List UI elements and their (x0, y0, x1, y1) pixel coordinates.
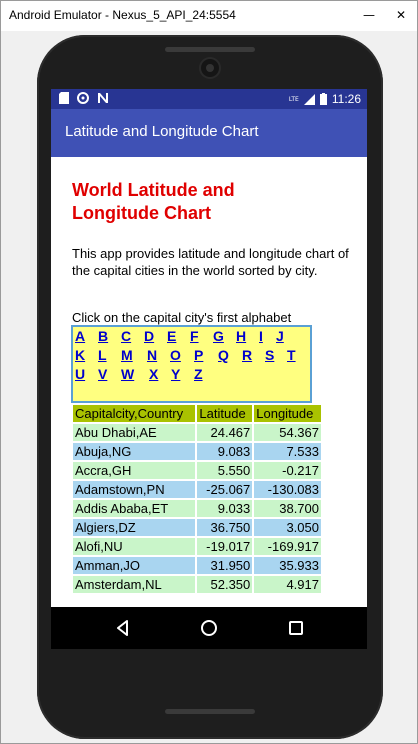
longitude-cell: 7.533 (254, 443, 321, 460)
status-time: 11:26 (331, 92, 361, 106)
table-row (73, 462, 321, 479)
signal-icon (304, 94, 315, 105)
alphabet-link[interactable]: R (242, 347, 253, 363)
latitude-cell: -19.017 (197, 538, 252, 555)
n-icon (97, 92, 109, 104)
alphabet-link[interactable]: C (121, 328, 132, 344)
app-bar (51, 109, 367, 157)
latitude-cell: 52.350 (197, 576, 252, 593)
alphabet-link[interactable]: O (170, 347, 181, 363)
sync-icon (77, 92, 89, 104)
alphabet-link[interactable]: F (190, 328, 199, 344)
alphabet-link[interactable]: J (276, 328, 284, 344)
table-header-row (73, 405, 321, 422)
table-row (73, 443, 321, 460)
city-cell: Alofi,NU (73, 538, 195, 555)
longitude-cell: -0.217 (254, 462, 321, 479)
window-titlebar[interactable] (1, 1, 417, 31)
intro-text: This app provides latitude and longitude chart of the capital cities in the world sorted by city. (72, 246, 349, 278)
alphabet-link[interactable]: P (194, 347, 204, 363)
minimize-button[interactable]: — (363, 8, 375, 22)
home-icon[interactable] (199, 618, 219, 638)
alphabet-row (75, 366, 310, 386)
alphabet-link[interactable]: N (147, 347, 158, 363)
alphabet-link[interactable]: G (213, 328, 224, 344)
alphabet-link[interactable]: L (98, 347, 107, 363)
city-cell: Abuja,NG (73, 443, 195, 460)
longitude-cell: 38.700 (254, 500, 321, 517)
table-row (73, 424, 321, 441)
longitude-cell: 54.367 (254, 424, 321, 441)
alphabet-link[interactable]: I (259, 328, 263, 344)
alphabet-link[interactable]: W (121, 366, 135, 382)
alphabet-link[interactable]: B (98, 328, 109, 344)
longitude-cell: -130.083 (254, 481, 321, 498)
alphabet-link[interactable]: K (75, 347, 86, 363)
alphabet-link[interactable]: Y (171, 366, 181, 382)
latitude-cell: 31.950 (197, 557, 252, 574)
latitude-cell: 24.467 (197, 424, 252, 441)
alphabet-link[interactable]: H (236, 328, 247, 344)
latitude-cell: 5.550 (197, 462, 252, 479)
network-type-label: LTE (288, 95, 299, 103)
webview-content[interactable] (65, 169, 351, 593)
alphabet-index (71, 325, 312, 403)
front-camera (201, 59, 219, 77)
city-cell: Amsterdam,NL (73, 576, 195, 593)
alphabet-link[interactable]: S (265, 347, 275, 363)
alphabet-row (75, 328, 310, 348)
table-row (73, 576, 321, 593)
capital-city-table (71, 403, 323, 593)
bottom-speaker (165, 709, 255, 714)
table-row (73, 557, 321, 574)
table-row (73, 500, 321, 517)
app-title: Latitude and Longitude Chart (65, 123, 259, 140)
back-icon[interactable] (113, 618, 133, 638)
alphabet-link[interactable]: U (75, 366, 86, 382)
latitude-cell: 9.033 (197, 500, 252, 517)
alphabet-instruction: Click on the capital city's first alphabet (72, 310, 292, 325)
city-cell: Abu Dhabi,AE (73, 424, 195, 441)
city-cell: Adamstown,PN (73, 481, 195, 498)
city-cell: Amman,JO (73, 557, 195, 574)
navigation-bar (51, 607, 367, 649)
latitude-cell: -25.067 (197, 481, 252, 498)
alphabet-link[interactable]: V (98, 366, 108, 382)
column-header-city: Capitalcity,Country (73, 405, 195, 422)
status-bar (51, 89, 367, 109)
alphabet-link[interactable]: A (75, 328, 86, 344)
sd-card-icon (59, 92, 69, 104)
battery-icon (320, 93, 327, 105)
alphabet-link[interactable]: Q (218, 347, 229, 363)
column-header-latitude: Latitude (197, 405, 252, 422)
city-cell: Algiers,DZ (73, 519, 195, 536)
alphabet-link[interactable]: Z (194, 366, 203, 382)
recent-apps-icon[interactable] (286, 618, 306, 638)
table-row (73, 538, 321, 555)
city-cell: Addis Ababa,ET (73, 500, 195, 517)
alphabet-link[interactable]: X (149, 366, 159, 382)
longitude-cell: 35.933 (254, 557, 321, 574)
longitude-cell: 3.050 (254, 519, 321, 536)
latitude-cell: 36.750 (197, 519, 252, 536)
column-header-longitude: Longitude (254, 405, 321, 422)
alphabet-link[interactable]: T (287, 347, 296, 363)
longitude-cell: -169.917 (254, 538, 321, 555)
close-button[interactable]: ✕ (396, 8, 407, 22)
city-cell: Accra,GH (73, 462, 195, 479)
window-title: Android Emulator - Nexus_5_API_24:5554 (9, 8, 236, 22)
table-row (73, 519, 321, 536)
latitude-cell: 9.083 (197, 443, 252, 460)
table-row (73, 481, 321, 498)
alphabet-link[interactable]: E (167, 328, 177, 344)
alphabet-row (75, 347, 310, 367)
alphabet-link[interactable]: M (121, 347, 133, 363)
page-title: World Latitude and Longitude Chart (72, 180, 235, 223)
phone-screen (51, 89, 367, 649)
earpiece-speaker (165, 43, 255, 55)
alphabet-link[interactable]: D (144, 328, 155, 344)
longitude-cell: 4.917 (254, 576, 321, 593)
